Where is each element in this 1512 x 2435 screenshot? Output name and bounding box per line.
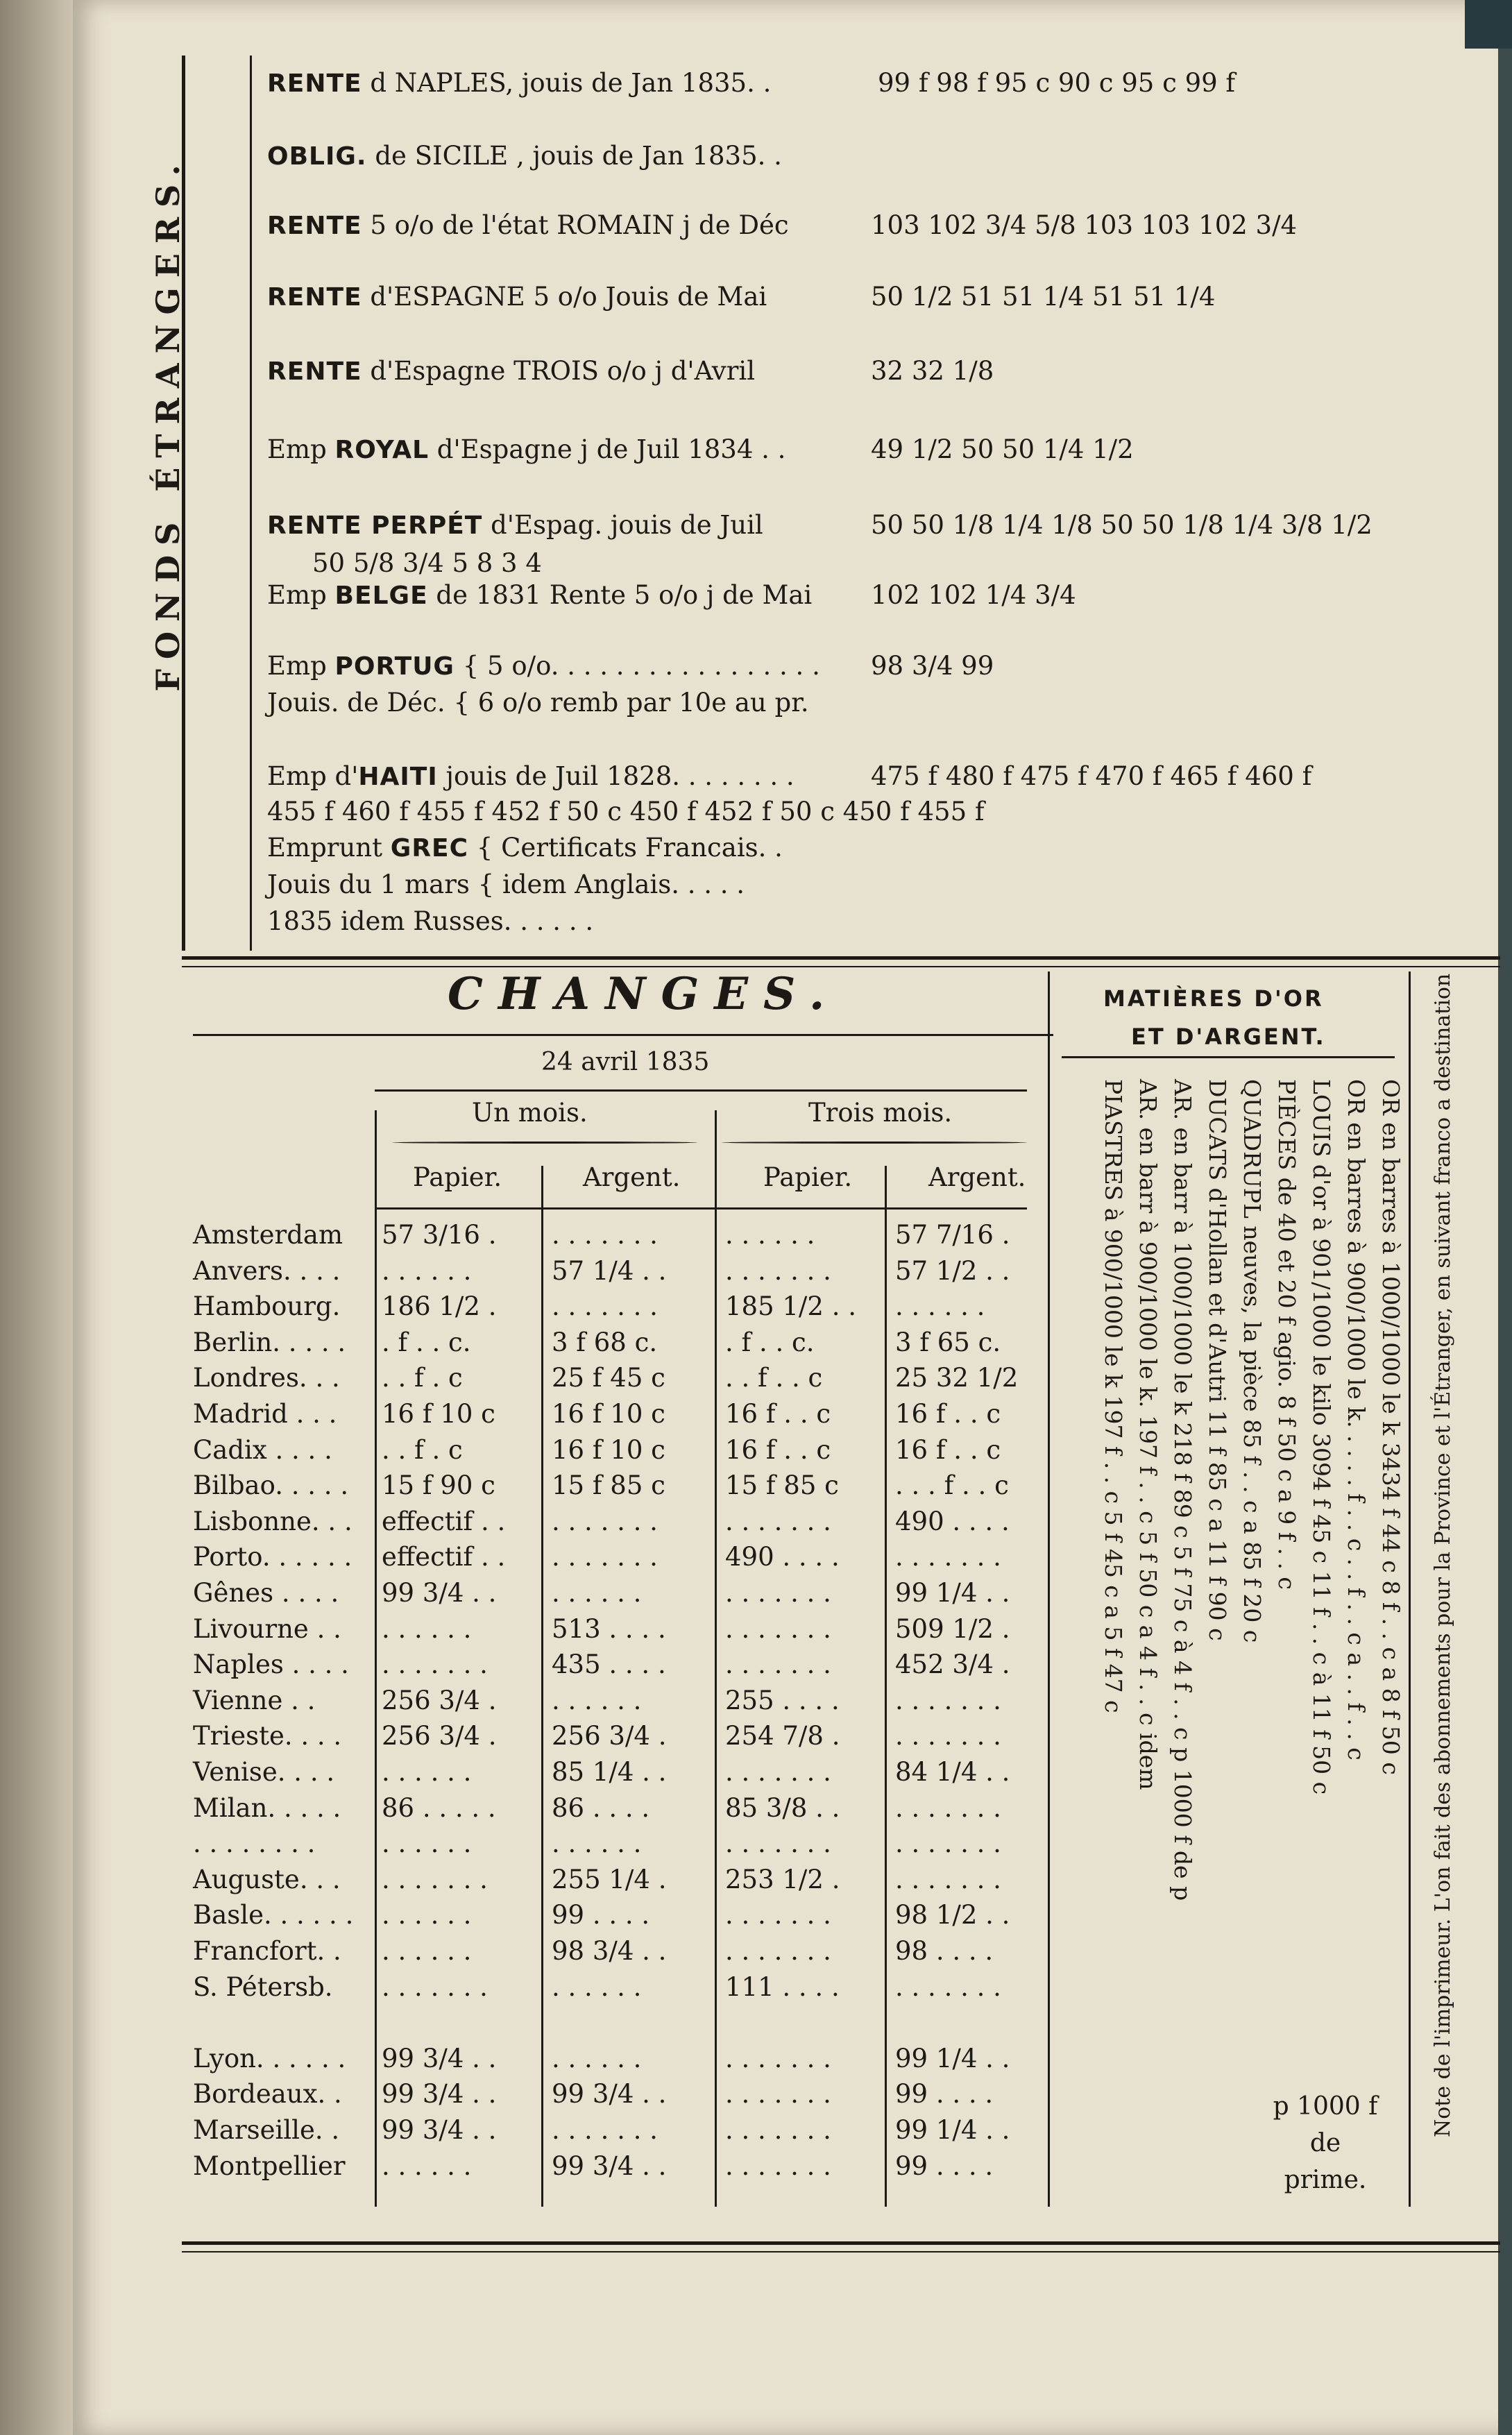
prime-line-1: p 1000 f — [1273, 2092, 1378, 2121]
rate-cell: 99 . . . . — [895, 2150, 994, 2181]
city-name: Marseille. . — [193, 2115, 340, 2145]
rate-cell: . . . . . . — [382, 1936, 472, 1966]
fonds-row — [267, 356, 994, 386]
rate-cell: 256 3/4 . — [382, 1685, 497, 1715]
rate-cell: 490 . . . . — [725, 1542, 840, 1572]
city-name: Berlin. . . . . — [193, 1327, 346, 1357]
city-name: Naples . . . . — [193, 1649, 349, 1680]
fonds-name-pre: Emp — [267, 651, 335, 681]
fonds-name-bold: RENTE PERPÉT — [267, 511, 483, 540]
city-name: Milan. . . . . — [193, 1792, 341, 1823]
city-name: Lisbonne. . . — [193, 1506, 352, 1536]
rate-cell: 57 3/16 . — [382, 1220, 497, 1250]
fonds-values: 455 f 460 f 455 f 452 f 50 c 450 f 452 f 50 c 450 f 455 f — [267, 797, 985, 826]
fonds-values: 50 5/8 3/4 5 8 3 4 — [312, 548, 542, 578]
col-sep-2 — [715, 1110, 717, 2207]
imprimeur-note: Note de l'imprimeur. L'on fait des abonnements pour la Province et l'Étranger, en suivant franco a destination — [1431, 973, 1455, 2137]
city-name: Montpellier — [193, 2150, 346, 2181]
matiere-line: DUCATS d'Hollan et d'Autri 11 f 85 c a 11 f 90 c — [1204, 1079, 1231, 1641]
fonds-name-post: { 6 o/o remb par 10e au pr. — [453, 688, 809, 718]
city-name: Porto. . . . . . — [193, 1542, 352, 1572]
fonds-name-pre: 1835 — [267, 906, 333, 936]
sub-argent-2: Argent. — [928, 1162, 1026, 1192]
rate-cell: 16 f 10 c — [552, 1434, 665, 1465]
binding-edge — [1498, 49, 1512, 2435]
rate-cell: 99 3/4 . . — [552, 2079, 667, 2110]
city-name: S. Pétersb. — [193, 1971, 333, 2002]
fonds-row — [267, 688, 809, 718]
fonds-name-post: d'ESPAGNE 5 o/o Jouis de Mai — [362, 282, 767, 312]
fonds-row — [267, 141, 782, 171]
fonds-name-post: d'Espagne TROIS o/o j d'Avril — [362, 356, 756, 386]
fonds-name-pre: Emp — [267, 434, 335, 464]
city-name: Livourne . . — [193, 1613, 341, 1644]
rate-cell: . . . . . . — [382, 2150, 472, 2181]
rate-cell: . . f . c — [382, 1434, 463, 1465]
group-trois-mois: Trois mois. — [808, 1098, 953, 1128]
rate-cell: 111 . . . . — [725, 1971, 840, 2002]
rate-cell: 99 1/4 . . — [895, 2115, 1010, 2145]
rate-cell: 57 7/16 . — [895, 1220, 1010, 1250]
fonds-name-bold: BELGE — [334, 582, 428, 610]
rate-cell: 16 f . . c — [725, 1434, 831, 1465]
fonds-name-bold: HAITI — [358, 763, 438, 791]
rate-cell: . . . . . . . — [725, 1900, 831, 1931]
city-name: Venise. . . . — [193, 1757, 335, 1787]
rate-cell: . . . . . . . — [725, 2079, 831, 2110]
rate-cell: . . . f . . c — [895, 1470, 1009, 1501]
rate-cell: 15 f 90 c — [382, 1470, 495, 1501]
fonds-name-post: d'Espagne j de Juil 1834 . . — [429, 434, 786, 464]
city-name: Lyon. . . . . . — [193, 2043, 346, 2073]
rate-cell: 185 1/2 . . — [725, 1291, 856, 1322]
city-name: Cadix . . . . — [193, 1434, 332, 1465]
fonds-row — [267, 434, 1134, 464]
rate-cell: 99 3/4 . . — [382, 2043, 497, 2073]
rate-cell: . . . . . . . — [725, 2115, 831, 2145]
rate-cell: . . . . . . — [552, 1685, 642, 1715]
matiere-line: PIASTRES à 900/1000 le k 197 f . . c 5 f 45 c a 5 f 47 c — [1100, 1079, 1127, 1713]
rate-cell: 25 32 1/2 — [895, 1363, 1019, 1393]
city-name: Vienne . . — [193, 1685, 316, 1715]
rate-cell: 99 1/4 . . — [895, 1578, 1010, 1608]
fonds-row — [267, 761, 1312, 791]
fonds-name-bold: OBLIG. — [267, 142, 367, 171]
rate-cell: 99 . . . . — [895, 2079, 994, 2110]
rate-cell: . f . . c. — [382, 1327, 471, 1357]
group-un-mois: Un mois. — [472, 1098, 588, 1128]
matiere-line: QUADRUPL neuves, la pièce 85 f . . c a 85 f 20 c — [1239, 1079, 1266, 1643]
fonds-values: 49 1/2 50 50 1/4 1/2 — [871, 434, 1134, 464]
city-name: Amsterdam — [193, 1220, 343, 1250]
rate-cell: . . . . . . — [382, 1757, 472, 1787]
rate-cell: 99 3/4 . . — [382, 1578, 497, 1608]
rate-cell: 16 f 10 c — [552, 1399, 665, 1429]
rate-cell: 57 1/4 . . — [552, 1255, 667, 1286]
rate-cell: 255 . . . . — [725, 1685, 840, 1715]
rate-cell: . . . . . . . — [895, 1829, 1001, 1859]
fonds-name-bold: RENTE — [267, 212, 362, 240]
rate-cell: . . . . . . — [382, 1613, 472, 1644]
rate-cell: . . . . . . — [552, 1578, 642, 1608]
group-rule-2 — [722, 1142, 1027, 1144]
rate-cell: . . . . . . . — [552, 1542, 658, 1572]
fonds-name-post: de 1831 Rente 5 o/o j de Mai — [427, 580, 813, 610]
rate-cell: 15 f 85 c — [552, 1470, 665, 1501]
section-separator-thin — [182, 966, 1500, 967]
rate-cell: . . . . . . . — [725, 1506, 831, 1536]
binding-corner — [1465, 0, 1512, 49]
rate-cell: 256 3/4 . — [382, 1721, 497, 1751]
rate-cell: effectif . . — [382, 1542, 506, 1572]
fonds-row — [267, 210, 1298, 240]
rate-cell: . . . . . . . — [552, 1220, 658, 1250]
rate-cell: . . . . . . — [382, 1255, 472, 1286]
fonds-name-bold: PORTUG — [334, 652, 455, 681]
fonds-name-post: de SICILE , jouis de Jan 1835. . — [366, 141, 782, 171]
col-sep-0 — [375, 1110, 377, 2207]
matiere-line: AR. en barr à 900/1000 le k. 197 f . . c 5 f 50 c a 4 f . . c idem — [1135, 1079, 1162, 1790]
city-name: Trieste. . . . — [193, 1721, 342, 1751]
rate-cell: . . . . . . . — [382, 1649, 488, 1680]
rate-cell: 16 f . . c — [895, 1399, 1001, 1429]
city-name: Gênes . . . . — [193, 1578, 339, 1608]
col-sep-5 — [1409, 972, 1411, 2207]
rate-cell: . . . . . . . — [725, 1829, 831, 1859]
rate-cell: 490 . . . . — [895, 1506, 1010, 1536]
fonds-values: 475 f 480 f 475 f 470 f 465 f 460 f — [871, 761, 1312, 791]
rate-cell: . . . . . . — [725, 1220, 815, 1250]
rate-cell: 509 1/2 . — [895, 1613, 1010, 1644]
rate-cell: 99 1/4 . . — [895, 2043, 1010, 2073]
city-name: Anvers. . . . — [193, 1255, 341, 1286]
changes-date: 24 avril 1835 — [541, 1048, 710, 1076]
section-separator — [182, 956, 1500, 960]
city-name: Bilbao. . . . . — [193, 1470, 349, 1501]
fonds-name-post: jouis de Juil 1828. . . . . . . . — [437, 761, 795, 791]
fonds-name-post: idem Russes. . . . . . — [332, 906, 594, 936]
rate-cell: 86 . . . . — [552, 1792, 650, 1823]
rate-cell: . . f . . c — [725, 1363, 823, 1393]
fonds-values: 32 32 1/8 — [871, 356, 994, 386]
fonds-row — [267, 68, 1236, 98]
rate-cell: 513 . . . . — [552, 1613, 666, 1644]
rate-cell: 255 1/4 . — [552, 1864, 667, 1894]
matieres-rule — [1062, 1056, 1395, 1058]
sub-argent-1: Argent. — [583, 1162, 681, 1192]
rate-cell: . . . . . . . — [552, 1291, 658, 1322]
fonds-row — [267, 869, 745, 899]
fonds-name-pre: Emprunt — [267, 833, 391, 863]
fonds-name-bold: ROYAL — [334, 436, 430, 464]
rate-cell: . . . . . . . — [895, 1721, 1001, 1751]
city-name: Hambourg. — [193, 1291, 341, 1322]
rate-cell: . . . . . . . — [725, 1757, 831, 1787]
rate-cell: . . . . . . . — [382, 1864, 488, 1894]
city-name: Basle. . . . . . — [193, 1900, 354, 1931]
sub-papier-2: Papier. — [763, 1162, 853, 1192]
fonds-values: 102 102 1/4 3/4 — [871, 580, 1076, 610]
fonds-name-post: { 5 o/o. . . . . . . . . . . . . . . . . — [454, 651, 820, 681]
fonds-row — [267, 510, 1373, 540]
fonds-name-post: 5 o/o de l'état ROMAIN j de Déc — [362, 210, 789, 240]
matiere-line: OR en barres à 1000/1000 le k 3434 f 44 c 8 f . . c a 8 f 50 c — [1377, 1079, 1404, 1775]
fonds-name-post: { idem Anglais. . . . . — [469, 869, 745, 899]
changes-title: CHANGES. — [448, 968, 840, 1020]
rate-cell: effectif . . — [382, 1506, 506, 1536]
prime-line-2: de — [1309, 2129, 1341, 2157]
rate-cell: . . . . . . . — [895, 1542, 1001, 1572]
rate-cell: 84 1/4 . . — [895, 1757, 1010, 1787]
fonds-name-pre: Jouis. de Déc. — [267, 688, 454, 718]
fonds-frame-inner — [250, 56, 252, 951]
rate-cell: 57 1/2 . . — [895, 1255, 1010, 1286]
rate-cell: . . . . . . — [552, 1829, 642, 1859]
rate-cell: 16 f . . c — [725, 1399, 831, 1429]
fonds-name-pre: Jouis du 1 mars — [267, 869, 470, 899]
rate-cell: . . . . . . — [382, 1829, 472, 1859]
rate-cell: . . . . . . . — [895, 1971, 1001, 2002]
rate-cell: . . . . . . — [552, 1971, 642, 2002]
rate-cell: . . . . . . . — [725, 1255, 831, 1286]
rate-cell: . . . . . . . — [552, 1506, 658, 1536]
rate-cell: . . . . . . . — [725, 2043, 831, 2073]
fonds-values: 103 102 3/4 5/8 103 103 102 3/4 — [871, 210, 1298, 240]
fonds-name-bold: RENTE — [267, 283, 362, 312]
matieres-title-2: ET D'ARGENT. — [1131, 1024, 1326, 1050]
matiere-line: OR en barres à 900/1000 le k. . . . . f . . c . . f . . c a . . f . . c — [1343, 1079, 1370, 1761]
col-sep-1 — [541, 1166, 543, 2207]
city-name: Auguste. . . — [193, 1864, 341, 1894]
rate-cell: 98 . . . . — [895, 1936, 994, 1966]
rate-cell: 254 7/8 . — [725, 1721, 840, 1751]
fonds-values: 50 1/2 51 51 1/4 51 51 1/4 — [871, 282, 1216, 312]
rate-cell: 86 . . . . . — [382, 1792, 496, 1823]
book-spine — [0, 0, 83, 2435]
rate-cell: . . . . . . — [552, 2043, 642, 2073]
rate-cell: . . . . . . . — [895, 1685, 1001, 1715]
fonds-name-bold: RENTE — [267, 357, 362, 386]
rate-cell: 3 f 65 c. — [895, 1327, 1001, 1357]
city-name: Bordeaux. . — [193, 2079, 342, 2110]
fonds-row — [267, 580, 1076, 610]
rate-cell: 99 . . . . — [552, 1900, 650, 1931]
bottom-rule-2 — [182, 2251, 1500, 2252]
rate-cell: . . . . . . . — [725, 1578, 831, 1608]
matiere-line: LOUIS d'or à 901/1000 le kilo 3094 f 45 c 11 f . . c à 11 f 50 c — [1308, 1079, 1335, 1795]
rate-cell: . . . . . . — [382, 1900, 472, 1931]
rate-cell: 85 3/8 . . — [725, 1792, 840, 1823]
rate-cell: . . . . . . . — [725, 2150, 831, 2181]
fonds-name-post: d NAPLES, jouis de Jan 1835. . — [362, 68, 772, 98]
fonds-row — [267, 833, 783, 863]
fonds-name-pre: Emp — [267, 580, 335, 610]
city-name: Madrid . . . — [193, 1399, 337, 1429]
rate-cell: 435 . . . . — [552, 1649, 666, 1680]
fonds-values: 98 3/4 99 — [871, 651, 994, 681]
sub-papier-1: Papier. — [413, 1162, 502, 1192]
rate-cell: 25 f 45 c — [552, 1363, 665, 1393]
fonds-row — [267, 651, 994, 681]
matiere-line: PIÈCES de 40 et 20 f agio. 8 f 50 c a 9 f . . c — [1273, 1079, 1300, 1590]
rate-cell: . . . . . . . — [725, 1613, 831, 1644]
fonds-name-post: d'Espag. jouis de Juil — [482, 510, 763, 540]
rate-cell: . . . . . . . — [895, 1864, 1001, 1894]
fonds-name-bold: GREC — [390, 834, 469, 863]
rate-cell: 15 f 85 c — [725, 1470, 839, 1501]
col-sep-3 — [885, 1166, 887, 2207]
matieres-title-1: MATIÈRES D'OR — [1103, 985, 1324, 1012]
fonds-etrangers-label: FONDS ÉTRANGERS. — [149, 155, 187, 692]
rate-cell: 253 1/2 . — [725, 1864, 840, 1894]
rate-cell: 186 1/2 . — [382, 1291, 497, 1322]
rate-cell: . . . . . . . — [895, 1792, 1001, 1823]
rate-cell: 256 3/4 . — [552, 1721, 667, 1751]
bottom-rule-1 — [182, 2241, 1500, 2245]
rate-cell: 16 f . . c — [895, 1434, 1001, 1465]
fonds-values: 50 50 1/8 1/4 1/8 50 50 1/8 1/4 3/8 1/2 — [871, 510, 1373, 540]
rate-cell: . . . . . . . — [725, 1936, 831, 1966]
rate-cell: 99 3/4 . . — [382, 2115, 497, 2145]
fonds-row — [267, 906, 593, 936]
fonds-name-pre: Emp d' — [267, 761, 359, 791]
fonds-name-bold: RENTE — [267, 69, 362, 98]
col-sep-4 — [1048, 972, 1050, 2207]
rate-cell: 99 3/4 . . — [552, 2150, 667, 2181]
rate-cell: 99 3/4 . . — [382, 2079, 497, 2110]
changes-rule-2 — [375, 1089, 1027, 1092]
rate-cell: . . . . . . . — [552, 2115, 658, 2145]
fonds-row — [267, 282, 1216, 312]
matiere-line: AR. en barr à 1000/1000 le k 218 f 89 c 5 f 75 c à 4 f . . c p 1000 f de p — [1169, 1079, 1196, 1901]
prime-line-3: prime. — [1284, 2166, 1367, 2194]
rate-cell: 85 1/4 . . — [552, 1757, 667, 1787]
fonds-values: 99 f 98 f 95 c 90 c 95 c 99 f — [878, 68, 1236, 98]
rate-cell: . . . . . . . — [725, 1649, 831, 1680]
rate-cell: 3 f 68 c. — [552, 1327, 658, 1357]
changes-rule-1 — [193, 1034, 1053, 1036]
rate-cell: . . f . c — [382, 1363, 463, 1393]
header-rule — [375, 1207, 1027, 1210]
rate-cell: . . . . . . — [895, 1291, 985, 1322]
fonds-name-post: { Certificats Francais. . — [468, 833, 783, 863]
rate-cell: . . . . . . . — [382, 1971, 488, 2002]
rate-cell: 98 3/4 . . — [552, 1936, 667, 1966]
rate-cell: . f . . c. — [725, 1327, 815, 1357]
city-name: Francfort. . — [193, 1936, 341, 1966]
rate-cell: 16 f 10 c — [382, 1399, 495, 1429]
city-name: Londres. . . — [193, 1363, 340, 1393]
group-rule-1 — [392, 1142, 697, 1144]
city-name: . . . . . . . . — [193, 1829, 316, 1859]
rate-cell: 452 3/4 . — [895, 1649, 1010, 1680]
rate-cell: 98 1/2 . . — [895, 1900, 1010, 1931]
